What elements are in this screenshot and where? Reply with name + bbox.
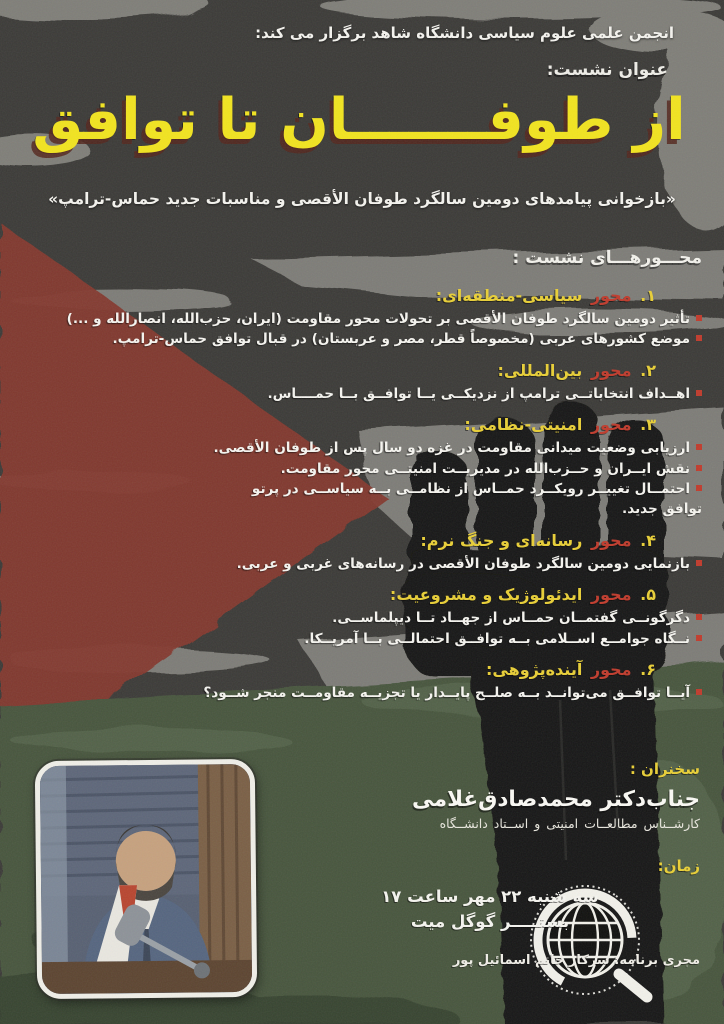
axis-heading: [16, 660, 656, 679]
speaker-photo: [35, 759, 257, 999]
axis-heading: [16, 286, 656, 305]
axis-title: بین‌المللی:: [497, 360, 583, 380]
event-details: [264, 760, 700, 968]
axis-bullet: نقش ایــران و حــزب‌الله در مدیریــت امنیتــی محور مقاومت.: [16, 459, 702, 479]
axis-title: سیاسی-منطقه‌ای:: [435, 286, 583, 305]
axis-number: ۳.: [640, 415, 656, 435]
bullet-square-icon: [696, 635, 702, 641]
axis-number: ۶.: [640, 659, 656, 679]
session-title-label: عنوان نشست:: [546, 60, 668, 80]
axis-heading: [16, 415, 656, 434]
time-details: [340, 881, 640, 931]
event-platform: بستـــــر گوگل میت: [410, 912, 570, 932]
poster-title: از طوفـــــــان تا توافق: [32, 87, 686, 153]
axis-keyword: محور: [590, 530, 632, 550]
axis-section-6: [16, 660, 702, 703]
bullet-square-icon: [696, 560, 702, 566]
axis-bullet: تأثیر دومین سالگرد طوفان الأقصی بر تحولات محور مقاومت (ایران، حزب‌الله، انصارالله و ...): [16, 309, 702, 329]
axis-number: ۱.: [640, 286, 656, 305]
axis-heading: [16, 531, 656, 550]
axis-heading: [16, 585, 656, 604]
program-host: مجری برنامه: سرکار خانم اسمائیل پور: [452, 953, 700, 969]
axis-bullet: آیــا توافــق می‌توانــد بــه صلــح پایــدار یا تجزیــه مقاومــت منجر شــود؟: [16, 683, 702, 703]
axis-keyword: محور: [590, 286, 632, 305]
axis-title: ایدئولوژیک و مشروعیت:: [389, 585, 583, 605]
bullet-square-icon: [696, 390, 702, 396]
axis-keyword: محور: [590, 585, 632, 605]
bullet-square-icon: [696, 689, 702, 695]
bullet-square-icon: [696, 444, 702, 450]
speaker-description: کارشــناس مطالعــات امنیتی و اســتاد دانشــگاه: [439, 816, 700, 831]
axis-title: رسانه‌ای و جنگ نرم:: [420, 530, 583, 550]
axis-bullet: دگرگونــی گفتمــان حمــاس از جهــاد تــا دیپلماســی.: [16, 608, 702, 628]
organizer-line: انجمن علمی علوم سیاسی دانشگاه شاهد برگزار می کند:: [255, 24, 674, 42]
axes-heading: محـــورهـــای نشست :: [512, 248, 702, 268]
session-axes: [16, 248, 702, 714]
axis-bullet: بازنمایی دومین سالگرد طوفان الأقصی در رسانه‌های غربی و عربی.: [16, 554, 702, 574]
axis-number: ۴.: [640, 530, 656, 550]
axis-number: ۵.: [640, 585, 656, 605]
axis-section-5: [16, 585, 702, 649]
axis-section-4: [16, 531, 702, 574]
axis-bullet: نــگاه جوامــع اســلامی بــه توافــق احتمالــی بــا آمریــکا.: [16, 629, 702, 649]
speaker-name: جناب‌دکتر محمدصادق‌غلامی: [412, 787, 700, 812]
axis-section-2: [16, 361, 702, 404]
axis-bullet: اهــداف انتخاباتــی ترامپ از نزدیکــی یــا توافــق بــا حمــــاس.: [16, 384, 702, 404]
axis-number: ۲.: [640, 360, 656, 380]
axis-section-3: [16, 415, 702, 520]
axis-keyword: محور: [590, 415, 632, 435]
bullet-square-icon: [696, 465, 702, 471]
axis-title: آینده‌پژوهی:: [486, 659, 583, 679]
axis-keyword: محور: [590, 360, 632, 380]
axis-bullet: احتمــال تغییــر رویکــرد حمــاس از نظامــی بــه سیاســی در پرتو توافق جدید.: [251, 480, 702, 518]
bullet-square-icon: [696, 614, 702, 620]
bullet-square-icon: [696, 335, 702, 341]
axis-keyword: محور: [590, 659, 632, 679]
axis-bullet: ارزیابی وضعیت میدانی مقاومت در غزه دو سال پس از طوفان الأقصی.: [16, 438, 702, 458]
axis-bullet: موضع کشورهای عربی (مخصوصاً قطر، مصر و عربستان) در قبال توافق حماس-ترامپ.: [16, 329, 702, 349]
poster-subtitle: «بازخوانی پیامدهای دومین سالگرد طوفان الأقصی و مناسبات جدید حماس-ترامپ»: [48, 190, 676, 208]
event-date: سه شنبه ۲۲ مهر ساعت ۱۷: [381, 887, 599, 906]
speaker-label: سخنران :: [629, 760, 700, 778]
axis-section-1: [16, 286, 702, 350]
time-label: زمان:: [657, 857, 700, 875]
axis-title: امنیتی-نظامی:: [464, 415, 583, 435]
bullet-square-icon: [696, 315, 702, 321]
axis-heading: [16, 361, 656, 380]
bullet-square-icon: [696, 485, 702, 491]
